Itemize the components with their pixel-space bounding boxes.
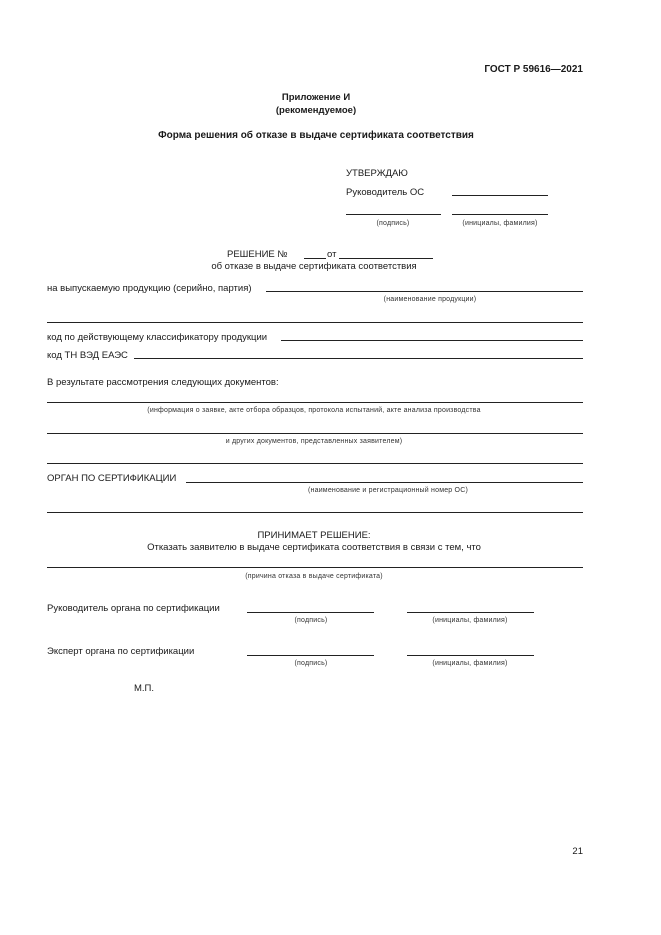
name-line-expert	[407, 655, 534, 656]
docs-line-3	[47, 463, 583, 464]
resolution-text: Отказать заявителю в выдаче сертификата соответствия в связи с тем, что	[147, 542, 481, 553]
approve-label: УТВЕРЖДАЮ	[346, 168, 408, 179]
decision-from: от	[327, 249, 337, 260]
appendix-subtitle: (рекомендуемое)	[275, 105, 357, 116]
approve-signature-line	[346, 214, 441, 215]
stamp-place: М.П.	[134, 683, 155, 694]
product-line	[266, 291, 583, 292]
product-label: на выпускаемую продукцию (серийно, партия)	[47, 283, 252, 294]
approve-signature-caption: (подпись)	[376, 220, 410, 227]
page-number: 21	[572, 846, 583, 857]
organ-line	[186, 482, 583, 483]
signature-caption-head: (подпись)	[294, 617, 328, 624]
resolution-title: ПРИНИМАЕТ РЕШЕНИЕ:	[257, 530, 371, 541]
name-line-head	[407, 612, 534, 613]
signature-line-head	[247, 612, 374, 613]
form-title: Форма решения об отказе в выдаче сертификата соответствия	[158, 130, 474, 141]
approve-head-line	[452, 195, 548, 196]
docs-line-1	[47, 402, 583, 403]
name-caption-head: (инициалы, фамилия)	[432, 617, 508, 624]
docs-line-2	[47, 433, 583, 434]
classifier-line	[281, 340, 583, 341]
product-caption: (наименование продукции)	[383, 296, 477, 303]
appendix-title: Приложение И	[281, 92, 351, 103]
product-line-2	[47, 322, 583, 323]
approve-name-line	[452, 214, 548, 215]
docs-label: В результате рассмотрения следующих документов:	[47, 377, 279, 388]
docs-caption-1: (информация о заявке, акте отбора образцов, протокола испытаний, акте анализа производства	[147, 407, 481, 414]
tnved-label: код ТН ВЭД ЕАЭС	[47, 350, 128, 361]
organ-line-2	[47, 512, 583, 513]
tnved-line	[134, 358, 583, 359]
decision-date-line	[339, 258, 433, 259]
signature-role-expert: Эксперт органа по сертификации	[47, 646, 195, 657]
approve-head: Руководитель ОС	[346, 187, 425, 198]
resolution-line	[47, 567, 583, 568]
signature-line-expert	[247, 655, 374, 656]
name-caption-expert: (инициалы, фамилия)	[432, 660, 508, 667]
standard-number: ГОСТ Р 59616—2021	[484, 64, 583, 75]
signature-caption-expert: (подпись)	[294, 660, 328, 667]
resolution-caption: (причина отказа в выдаче сертификата)	[245, 573, 383, 580]
classifier-label: код по действующему классификатору продукции	[47, 332, 268, 343]
decision-prefix: РЕШЕНИЕ №	[227, 249, 288, 260]
docs-caption-2: и других документов, представленных заявителем)	[225, 438, 403, 445]
signature-role-head: Руководитель органа по сертификации	[47, 603, 220, 614]
organ-caption: (наименование и регистрационный номер ОС)	[308, 487, 468, 494]
decision-number-line	[304, 258, 326, 259]
approve-name-caption: (инициалы, фамилия)	[462, 220, 538, 227]
organ-label: ОРГАН ПО СЕРТИФИКАЦИИ	[47, 473, 177, 484]
decision-subtitle: об отказе в выдаче сертификата соответствия	[211, 261, 417, 272]
